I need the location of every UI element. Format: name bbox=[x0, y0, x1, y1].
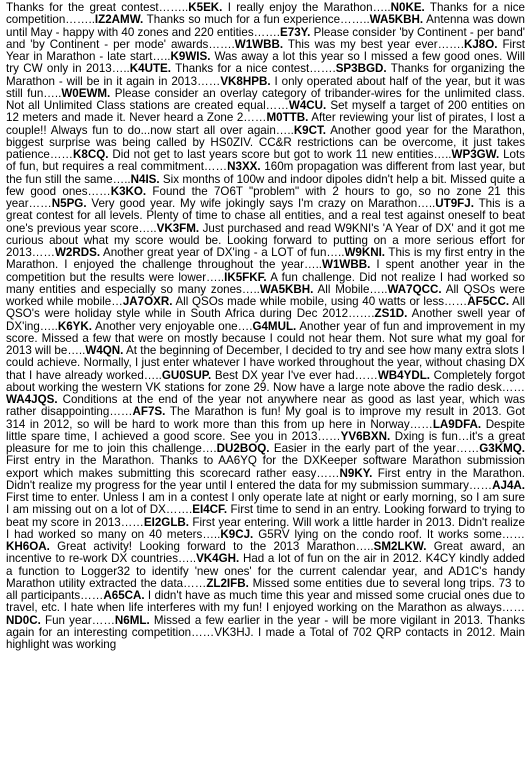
comment-text: First year entering. Will work a little harder in 2013. Didn't realize I had worked so many on 40 meters….. bbox=[6, 515, 525, 541]
callsign: W1WBB. bbox=[234, 37, 284, 51]
callsign: SP3BGD. bbox=[335, 62, 387, 76]
callsign: DU2BOQ. bbox=[216, 442, 270, 455]
callsign: ZL2IFB. bbox=[206, 576, 249, 590]
callsign: W0EWM. bbox=[61, 86, 111, 100]
comment-text: Six months of 100w and indoor dipoles didn't help a bit. Missed quite a few good ones…… bbox=[6, 172, 525, 198]
comment-text: Thanks for a nice competition…….. bbox=[6, 1, 525, 27]
callsign: LA9DFA. bbox=[432, 417, 482, 431]
comment-text: Lots of fun, but requires a real commitment…… bbox=[6, 148, 525, 174]
comment-text: Dxing is fun…it's a great pleasure for me to join this challenge…. bbox=[6, 429, 525, 455]
callsign: G3KMQ. bbox=[479, 442, 525, 455]
callsign: WA5KBH. bbox=[259, 282, 314, 296]
callsign: G4MUL. bbox=[252, 319, 297, 333]
callsign: YV6BXN. bbox=[340, 429, 391, 443]
comment-text: Was away a lot this year so I missed a few good ones. Will try CW only in 2013….. bbox=[6, 50, 525, 76]
comment-text: Antenna was down until May - happy with 40 zones and 220 entities……. bbox=[6, 13, 525, 39]
comment-text: Another great year of DX'ing - a LOT of fun….. bbox=[100, 246, 345, 259]
callsign: AF5CC. bbox=[467, 295, 510, 308]
callsign: EI4CF. bbox=[192, 503, 228, 517]
comment-text: Another good year for the Marathon, biggest surprise was being called by HS0ZIV. CC&R restrictions can be overcome, it just takes patience…… bbox=[6, 123, 525, 161]
callsign: K8CQ. bbox=[73, 148, 109, 161]
callsign: N6ML. bbox=[114, 613, 150, 627]
comment-text: Please consider an overlay category of tribander-wires for the unlimited class. Not all Unlimited Class stations are created equal…… bbox=[6, 86, 525, 112]
callsign: N0KE. bbox=[390, 1, 425, 14]
comment-text: After reviewing your list of pirates, I lost a couple!! Always fun to do...now start all over again….. bbox=[6, 111, 525, 137]
comment-text: Great award, an incentive to re-work DX countries….. bbox=[6, 540, 525, 566]
callsign: N5PG. bbox=[51, 197, 87, 210]
comment-text: First entry in the Marathon. Didn't realize my progress for the year until I entered the data for my submission summary…… bbox=[6, 466, 526, 492]
comment-text: At the beginning of December, I decided to try and see how many extra slots I could achieve. Normally, I just enter whatever I have worked throughout the year, without chasing DX that I have already worked….. bbox=[6, 344, 526, 382]
callsign: K3KO. bbox=[110, 184, 147, 198]
callsign: VK3FM. bbox=[156, 221, 200, 235]
callsign: E73Y. bbox=[280, 25, 311, 39]
callsign: IZ2AMW. bbox=[94, 13, 144, 27]
comment-text: Easier in the early part of the year…… bbox=[269, 442, 480, 455]
callsign: W4QN. bbox=[85, 344, 124, 357]
callsign: KH6OA. bbox=[6, 540, 50, 553]
callsign: K9CT. bbox=[293, 123, 327, 137]
comment-text: Please consider 'by Continent - per band' and 'by Continent - per mode' awards……. bbox=[6, 25, 525, 51]
comment-text: Just purchased and read W9KNI's 'A Year of DX' and it got me curious about what my score would be. Looking forward to putting on a more serious effort for 2013…… bbox=[6, 221, 526, 259]
comment-text: Another swell year of DX'ing….. bbox=[6, 307, 526, 333]
comment-text: All QSOs made while mobile, using 40 watts or less…… bbox=[172, 295, 468, 308]
callsign: W1WBB. bbox=[322, 258, 371, 272]
comment-text: Thanks for organizing the Marathon - will be in it again in 2013…… bbox=[6, 62, 526, 88]
comment-text: Thanks for a nice contest……. bbox=[171, 62, 336, 76]
comment-text: All QSO's were holiday style while in South Africa during Dec 2012……. bbox=[6, 295, 526, 321]
callsign: IK5FKF. bbox=[224, 270, 267, 284]
comment-text: I really enjoy the Marathon….. bbox=[222, 1, 391, 14]
comment-text: Thanks for the great contest…….. bbox=[6, 1, 189, 14]
callsign: AF7S. bbox=[132, 405, 166, 419]
comment-text: Despite little spare time, I achieved a good score. See you in 2013…… bbox=[6, 417, 525, 443]
comment-text: Completely forgot about working the western VK stations for zone 29. Now have a large note above the radio desk…… bbox=[6, 368, 525, 394]
comment-text: Did not get to last years score but got to work 11 new entities….. bbox=[108, 148, 452, 161]
comment-text: Another very enjoyable one…. bbox=[91, 319, 253, 333]
callsign: UT9FJ. bbox=[435, 197, 474, 210]
callsign: ND0C. bbox=[6, 613, 41, 627]
comment-text: Conditions at the end of the year not anywhere near as good as last year, which was rather disappointing…… bbox=[6, 393, 525, 419]
comment-text: Best DX year I've ever had…… bbox=[211, 368, 378, 382]
comment-text: All QSOs were worked while mobile… bbox=[6, 282, 525, 308]
callsign: W4CU. bbox=[288, 99, 327, 112]
callsign: VK8HPB. bbox=[220, 74, 271, 88]
comment-text: Fun year…… bbox=[40, 613, 115, 627]
callsign: WA4JQS. bbox=[6, 393, 58, 406]
callsign: WP3GW. bbox=[451, 148, 500, 161]
comment-text: 160m propagation was different from last year, but the fun still the same….. bbox=[6, 160, 526, 186]
comment-text: I didn't have as much time this year and missed some crucial ones due to travel, etc. I hate when life interferes with my fun! I enjoyed working on the Marathon as always…… bbox=[6, 589, 525, 615]
callsign: M0TTB. bbox=[266, 111, 309, 125]
comment-text: I spent another year in the competition but the results were lower….. bbox=[6, 258, 525, 284]
comment-text: Missed some entities due to several long trips. 73 to all participants…… bbox=[6, 576, 526, 602]
comment-text: This is my first entry in the Marathon. I enjoyed the challenge throughout the year….. bbox=[6, 246, 525, 272]
callsign: GU0SUP. bbox=[161, 368, 212, 382]
callsign: N4IS. bbox=[130, 172, 160, 186]
comment-text: This is a great contest for all levels. Plenty of time to chase all entities, and a real test against oneself to beat one's previous year score….. bbox=[6, 197, 525, 235]
callsign: WA7QCC. bbox=[387, 282, 442, 296]
callsign: W2RDS. bbox=[54, 246, 101, 259]
callsign: SM2LKW. bbox=[373, 540, 427, 553]
callsign: AJ4A. bbox=[492, 478, 525, 492]
comment-text: All Mobile….. bbox=[313, 282, 388, 296]
comment-text: Set myself a target of 200 entities on 12 meters and made it. Never heard a Zone 2…… bbox=[6, 99, 525, 125]
comment-text: Found the 7O6T "problem" with 2 hours to go, so no zone 21 this year…… bbox=[6, 184, 525, 210]
comment-text: Had a lot of fun on the air in 2012. K4CY kindly added a function to Logger32 to identify 'new ones' for the current calendar year, and AD1C's handy Marathon utility extracted the data…… bbox=[6, 552, 525, 590]
comment-text: This was my best year ever……. bbox=[283, 37, 464, 51]
comment-text: G5RV lying on the condo roof. It works some…… bbox=[253, 527, 525, 541]
comment-text: First entry in the Marathon. Thanks to AA6YQ for the DXKeeper software Marathon submission export which makes submitting this scorecard rather easy…… bbox=[6, 454, 525, 480]
callsign: ZS1D. bbox=[374, 307, 408, 321]
comment-text: Great activity! Looking forward to the 2013 Marathon….. bbox=[49, 540, 374, 553]
callsign: K9WIS. bbox=[170, 50, 211, 63]
comment-text: The Marathon is fun! My goal is to improve my result in 2013. Got 314 in 2012, so will be hard to work more than this from up here in Norway…… bbox=[6, 405, 525, 431]
comment-text: First time to enter. Unless I am in a contest I only operate late at night or early morning, so I am sure I am missing out on a lot of DX……. bbox=[6, 491, 525, 517]
callsign: N9KY. bbox=[339, 466, 373, 480]
callsign: K6YK. bbox=[57, 319, 92, 333]
callsign: K4UTE. bbox=[129, 62, 172, 76]
callsign: N3XX. bbox=[227, 160, 261, 174]
callsign: WA5KBH. bbox=[369, 13, 424, 27]
comment-text: Missed a few earlier in the year - will be more vigilant in 2013. Thanks again for an interesting competition……VK3HJ. I made a Total of 702 QRP contacts in 2012. Main highlight was working bbox=[6, 613, 525, 651]
comment-text: First time to send in an entry. Looking forward to trying to beat my score in 2013…… bbox=[6, 503, 525, 529]
callsign: JA7OXR. bbox=[122, 295, 173, 308]
comment-text: Thanks so much for a fun experience…….. bbox=[143, 13, 370, 27]
callsign: WB4YDL. bbox=[377, 368, 431, 382]
callsign: EI2GLB. bbox=[143, 515, 190, 529]
callsign: KJ8O. bbox=[463, 37, 498, 51]
callsign: K9CJ. bbox=[220, 527, 254, 541]
comment-text: First Year in Marathon - late start….. bbox=[6, 37, 525, 63]
callsign: VK4GH. bbox=[196, 552, 240, 566]
comment-text: A fun challenge. Did not realize I had worked so many entities and especially so many zones….. bbox=[6, 270, 525, 296]
comment-text: I only operated about half of the year, but it was still fun….. bbox=[6, 74, 525, 100]
callsign: K5EK. bbox=[188, 1, 223, 14]
callsign: W9KNI. bbox=[344, 246, 386, 259]
comment-text: Another year of fun and improvement in my score. Missed a few that were on mostly because I could not hear them. Not sure what my goal for 2013 will be….. bbox=[6, 319, 525, 357]
callsign: A65CA. bbox=[103, 589, 145, 602]
comment-text: Very good year. My wife jokingly says I'm crazy on Marathon….. bbox=[86, 197, 436, 210]
